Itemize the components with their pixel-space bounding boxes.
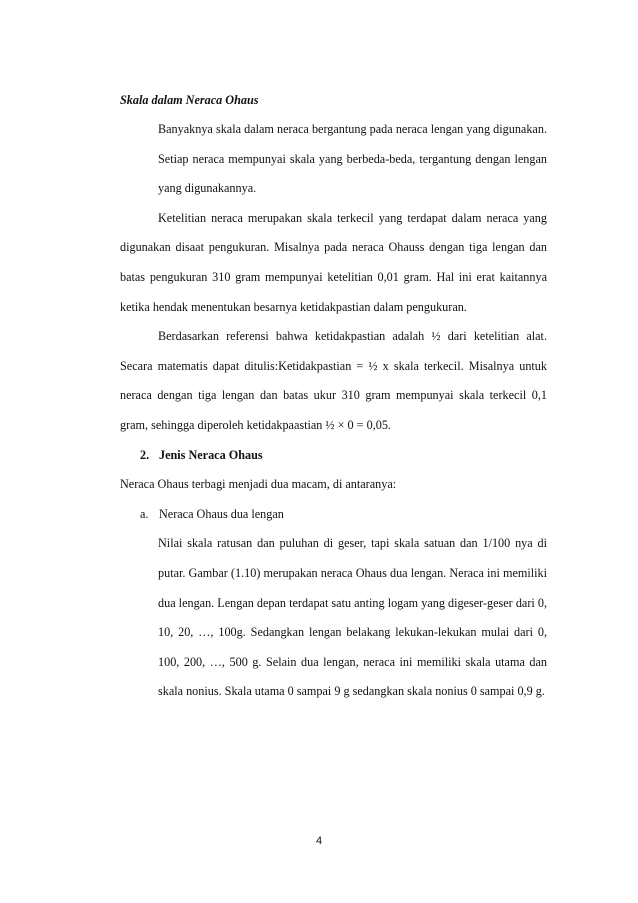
section-number: 2.: [140, 447, 150, 462]
section-heading-types: [120, 441, 547, 471]
list-item-text: Neraca Ohaus dua lengan: [159, 506, 284, 521]
section-heading-text: Jenis Neraca Ohaus: [159, 447, 263, 462]
paragraph-two-arm-description: Nilai skala ratusan dan puluhan di geser, tapi skala satuan dan 1/100 nya di putar. Gambar (1.10) merupakan neraca Ohaus dua lengan. Neraca ini memiliki dua lengan. Lengan depan terdapat satu anting logam yang digeser-geser dari 0, 10, 20, …, 100g. Sedangkan lengan belakang lekukan-lekukan mulai dari 0, 100, 200, …, 500 g. Selain dua lengan, neraca ini memiliki skala utama dan skala nonius. Skala utama 0 sampai 9 g sedangkan skala nonius 0 sampai 0,9 g.: [158, 536, 547, 699]
paragraph-types-intro: Neraca Ohaus terbagi menjadi dua macam, di antaranya:: [120, 477, 397, 492]
paragraph-precision: Ketelitian neraca merupakan skala terkecil yang terdapat dalam neraca yang digunakan disaat pengukuran. Misalnya pada neraca Ohauss dengan tiga lengan dan batas pengukuran 310 gram mempunyai ketelitian 0,01 gram. Hal ini erat kaitannya ketika hendak menentukan besarnya ketidakpastian dalam pengukuran.: [120, 210, 547, 314]
page-number: 4: [315, 835, 323, 847]
paragraph-uncertainty: Berdasarkan referensi bahwa ketidakpastian adalah ½ dari ketelitian alat. Secara matematis dapat ditulis:Ketidakpastian = ½ x skala terkecil. Misalnya untuk neraca dengan tiga lengan dan batas ukur 310 gram mempunyai skala terkecil 0,1 gram, sehingga diperoleh ketidakpaastian ½ × 0 = 0,05.: [120, 329, 547, 432]
list-item-letter: a.: [140, 506, 149, 521]
section-title: Skala dalam Neraca Ohaus: [120, 93, 259, 107]
paragraph-scale-intro: Banyaknya skala dalam neraca bergantung pada neraca lengan yang digunakan. Setiap neraca mempunyai skala yang berbeda-beda, tergantung dengan lengan yang digunakannya.: [158, 122, 547, 196]
list-item-two-arm: [120, 500, 547, 530]
document-body: [120, 85, 547, 707]
